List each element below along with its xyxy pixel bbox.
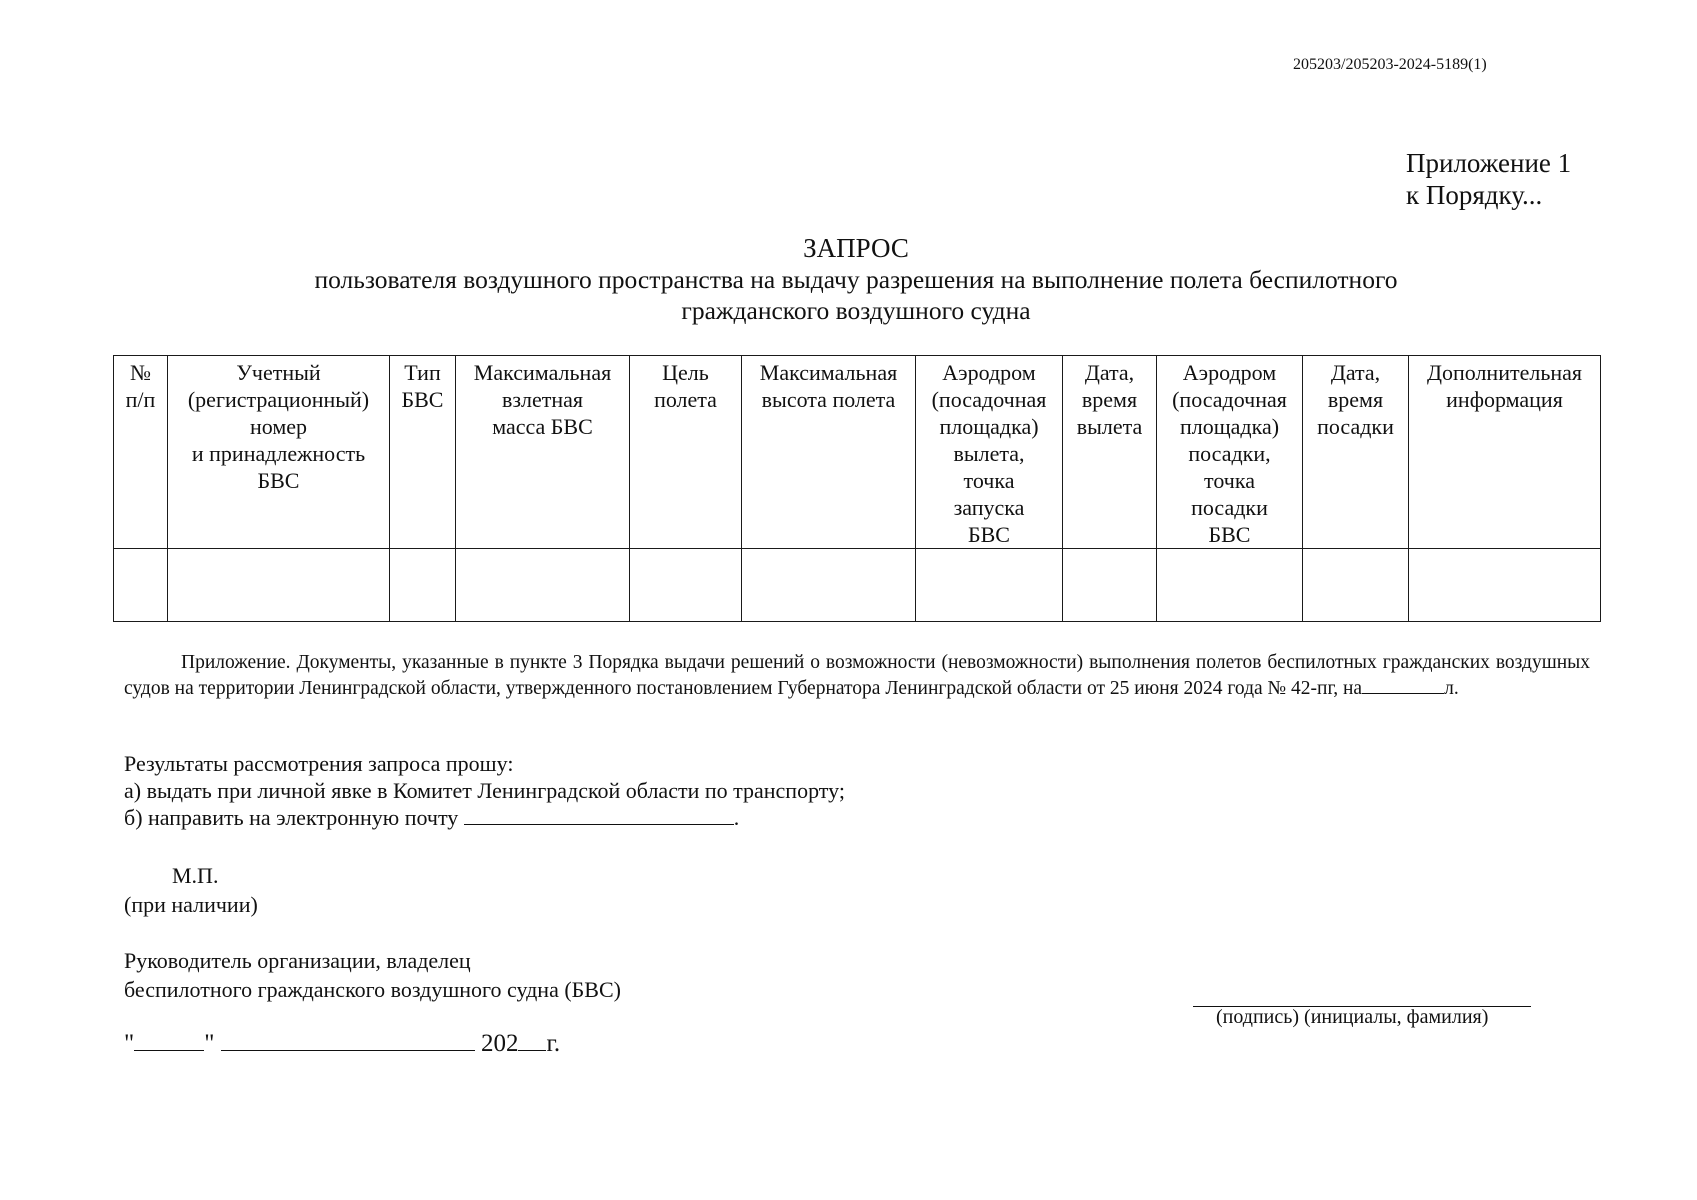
- column-header-number: № п/п: [114, 356, 168, 549]
- owner-section: [124, 946, 621, 1004]
- table-cell[interactable]: [1063, 549, 1157, 622]
- day-field[interactable]: [134, 1030, 204, 1051]
- date-close-quote: ": [204, 1030, 215, 1057]
- stamp-label: М.П.: [172, 863, 219, 888]
- date-open-quote: ": [124, 1030, 135, 1057]
- table-cell[interactable]: [742, 549, 916, 622]
- results-option-a: а) выдать при личной явке в Комитет Ленинградской области по транспорту;: [124, 778, 845, 803]
- title-line-3: гражданского воздушного судна: [681, 296, 1031, 325]
- table-cell[interactable]: [630, 549, 742, 622]
- column-header-max-altitude: Максимальная высота полета: [742, 356, 916, 549]
- title-main: ЗАПРОС: [803, 233, 909, 263]
- email-field[interactable]: [464, 806, 734, 825]
- table-cell[interactable]: [1303, 549, 1409, 622]
- owner-line-1: Руководитель организации, владелец: [124, 948, 471, 973]
- column-header-additional-info: Дополнительная информация: [1409, 356, 1601, 549]
- table-row: [114, 549, 1601, 622]
- column-header-registration: Учетный (регистрационный) номер и принадлежность БВС: [168, 356, 390, 549]
- column-header-max-takeoff-mass: Максимальная взлетная масса БВС: [456, 356, 630, 549]
- appendix-line-1: Приложение 1: [1406, 148, 1572, 178]
- date-line: [124, 1030, 560, 1058]
- table-cell[interactable]: [1157, 549, 1303, 622]
- table-header-row: [114, 356, 1601, 549]
- column-header-departure-datetime: Дата, время вылета: [1063, 356, 1157, 549]
- document-id: 205203/205203-2024-5189(1): [1293, 56, 1487, 73]
- title-line-2: пользователя воздушного пространства на выдачу разрешения на выполнение полета беспилотного: [314, 265, 1398, 294]
- document-title: [0, 233, 1697, 326]
- results-intro: Результаты рассмотрения запроса прошу:: [124, 751, 514, 776]
- month-field[interactable]: [221, 1030, 475, 1051]
- column-header-flight-purpose: Цель полета: [630, 356, 742, 549]
- results-section: [124, 750, 845, 831]
- signature-caption: (подпись) (инициалы, фамилия): [1216, 1006, 1489, 1028]
- results-option-b: [124, 804, 845, 831]
- appendix-reference: [1406, 147, 1571, 211]
- column-header-landing-aerodrome: Аэродром (посадочная площадка) посадки, точка посадки БВС: [1157, 356, 1303, 549]
- column-header-departure-aerodrome: Аэродром (посадочная площадка) вылета, точка запуска БВС: [916, 356, 1063, 549]
- table-cell[interactable]: [390, 549, 456, 622]
- results-option-b-label: б) направить на электронную почту: [124, 805, 459, 830]
- appendix-line-2: к Порядку...: [1406, 180, 1543, 210]
- table-cell[interactable]: [456, 549, 630, 622]
- table-cell[interactable]: [1409, 549, 1601, 622]
- table-cell[interactable]: [916, 549, 1063, 622]
- table-cell[interactable]: [114, 549, 168, 622]
- attachment-text: Приложение. Документы, указанные в пункте 3 Порядка выдачи решений о возможности (невозможности) выполнения полетов беспилотных гражданских воздушных судов на территории Ленинградской области, утвержденного постановлением Губернатора Ленинградской области от 25 июня 2024 года № 42-пг, на: [124, 652, 1590, 699]
- column-header-landing-datetime: Дата, время посадки: [1303, 356, 1409, 549]
- results-option-b-end: .: [733, 805, 740, 830]
- year-prefix: 202: [480, 1030, 519, 1057]
- flight-request-table: [113, 355, 1601, 622]
- attachment-note: [124, 651, 1590, 701]
- sheet-count-field[interactable]: [1362, 675, 1444, 694]
- year-suffix: г.: [546, 1030, 561, 1057]
- column-header-type: Тип БВС: [390, 356, 456, 549]
- table-cell[interactable]: [168, 549, 390, 622]
- owner-line-2: беспилотного гражданского воздушного судна (БВС): [124, 977, 621, 1002]
- stamp-note: (при наличии): [124, 892, 258, 917]
- attachment-unit: л.: [1444, 678, 1459, 699]
- year-field[interactable]: [518, 1030, 546, 1051]
- stamp-section: [124, 861, 258, 919]
